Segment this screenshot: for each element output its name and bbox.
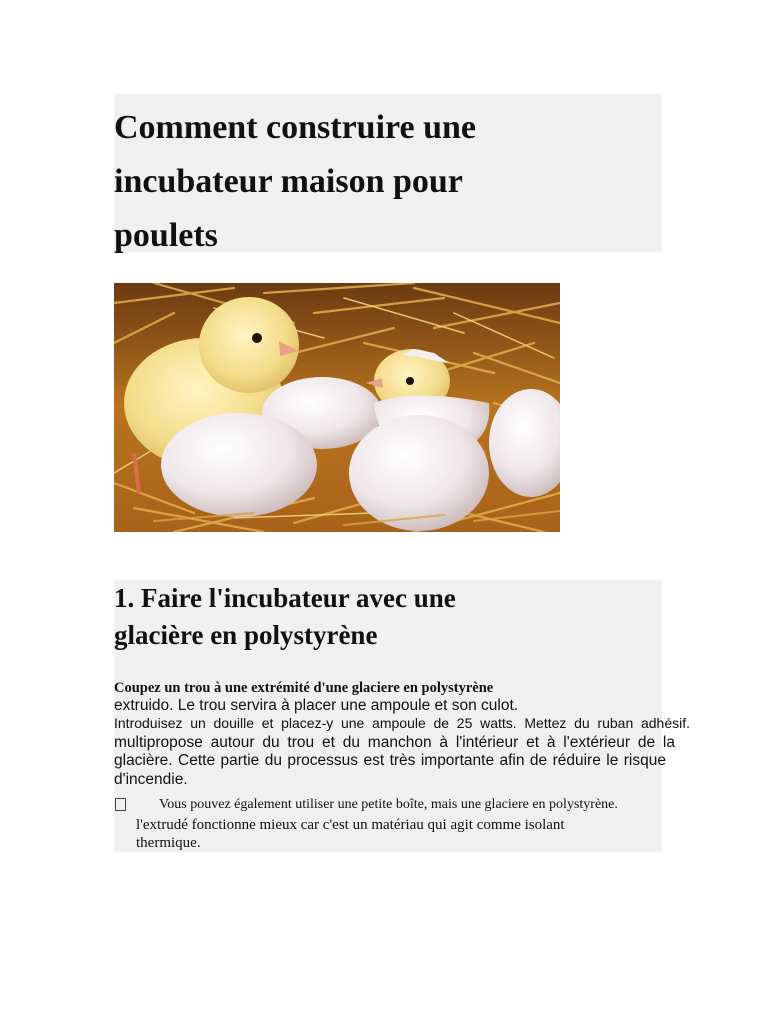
bullet-line-2: l'extrudé fonctionne mieux car c'est un matériau qui agit comme isolant <box>136 817 565 833</box>
paragraph-line-6: d'incendie. <box>114 771 188 788</box>
bullet-line-3: thermique. <box>136 835 201 851</box>
section-heading: 1. Faire l'incubateur avec une glacière en polystyrène <box>114 583 456 650</box>
paragraph-line-5: glacière. Cette partie du processus est très importante afin de réduire le risque <box>114 752 666 769</box>
paragraph-line-3: Introduisez un douille et placez-y une ampoule de 25 watts. Mettez du ruban adhésif. <box>114 715 690 731</box>
paragraph-line-4: multipropose autour du trou et du manchon à l'intérieur et à l'extérieur de la <box>114 734 675 751</box>
paragraph-line-2: extruido. Le trou servira à placer une ampoule et son culot. <box>114 697 519 714</box>
hero-image <box>114 283 560 532</box>
bullet-line-1: Vous pouvez également utiliser une petite boîte, mais une glaciere en polystyrène. <box>159 797 618 812</box>
bullet-glyph-icon <box>115 798 126 811</box>
paragraph-line-1: Coupez un trou à une extrémité d'une glaciere en polystyrène <box>114 680 494 696</box>
page-title: Comment construire une incubateur maison pour poulets <box>114 109 476 254</box>
